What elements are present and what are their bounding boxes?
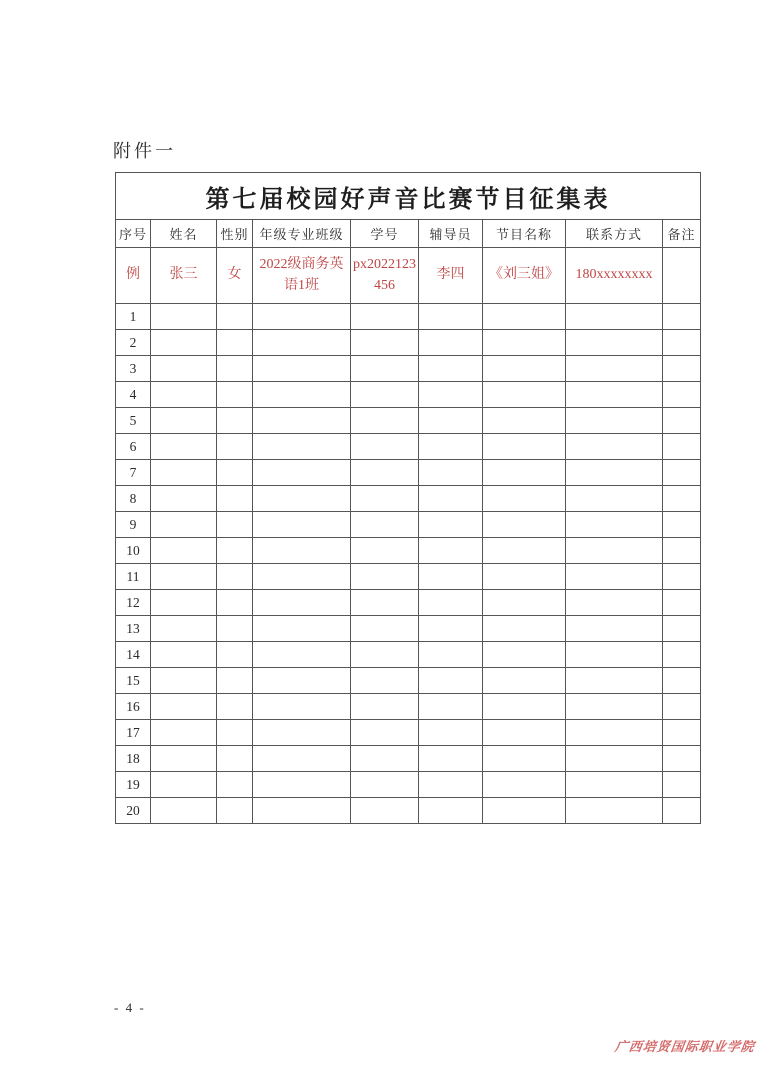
empty-cell [663, 460, 701, 486]
empty-data-row [116, 772, 701, 798]
empty-cell [151, 798, 217, 824]
header-cell-remark: 备注 [663, 220, 701, 248]
row-number-cell: 10 [116, 538, 151, 564]
row-number-cell: 12 [116, 590, 151, 616]
row-number-cell: 1 [116, 304, 151, 330]
table-title: 第七届校园好声音比赛节目征集表 [116, 173, 701, 220]
empty-cell [217, 330, 253, 356]
empty-cell [663, 798, 701, 824]
empty-cell [217, 356, 253, 382]
empty-cell [253, 668, 351, 694]
empty-cell [663, 590, 701, 616]
empty-cell [483, 694, 566, 720]
empty-cell [351, 668, 419, 694]
example-cell-remark [663, 248, 701, 304]
empty-cell [566, 434, 663, 460]
empty-cell [483, 772, 566, 798]
empty-cell [566, 746, 663, 772]
empty-cell [253, 356, 351, 382]
header-cell-counselor: 辅导员 [419, 220, 483, 248]
empty-cell [483, 434, 566, 460]
empty-cell [351, 460, 419, 486]
table-header-row [116, 220, 701, 248]
empty-cell [151, 564, 217, 590]
table-title-row [116, 173, 701, 220]
row-number-cell: 4 [116, 382, 151, 408]
empty-cell [419, 434, 483, 460]
empty-cell [151, 356, 217, 382]
empty-cell [253, 538, 351, 564]
empty-cell [663, 564, 701, 590]
empty-cell [217, 486, 253, 512]
empty-cell [419, 382, 483, 408]
empty-cell [217, 668, 253, 694]
empty-data-row [116, 746, 701, 772]
row-number-cell: 17 [116, 720, 151, 746]
empty-cell [419, 486, 483, 512]
empty-data-row [116, 460, 701, 486]
header-cell-name: 姓名 [151, 220, 217, 248]
empty-cell [217, 408, 253, 434]
row-number-cell: 7 [116, 460, 151, 486]
empty-cell [351, 642, 419, 668]
empty-cell [566, 460, 663, 486]
empty-cell [483, 720, 566, 746]
empty-cell [483, 642, 566, 668]
empty-cell [351, 694, 419, 720]
row-number-cell: 16 [116, 694, 151, 720]
row-number-cell: 19 [116, 772, 151, 798]
page-number: - 4 - [114, 1000, 146, 1015]
watermark-signature: 广西培贤国际职业学院 [613, 1039, 756, 1054]
empty-cell [253, 746, 351, 772]
empty-cell [253, 564, 351, 590]
empty-cell [253, 772, 351, 798]
empty-cell [217, 512, 253, 538]
empty-cell [151, 772, 217, 798]
empty-cell [253, 798, 351, 824]
empty-cell [483, 746, 566, 772]
row-number-cell: 18 [116, 746, 151, 772]
empty-cell [663, 382, 701, 408]
empty-cell [419, 304, 483, 330]
empty-cell [151, 616, 217, 642]
empty-cell [483, 356, 566, 382]
empty-cell [253, 512, 351, 538]
empty-cell [419, 512, 483, 538]
empty-cell [351, 616, 419, 642]
row-number-cell: 3 [116, 356, 151, 382]
empty-cell [566, 538, 663, 564]
empty-cell [217, 538, 253, 564]
empty-cell [663, 642, 701, 668]
empty-data-row [116, 304, 701, 330]
empty-cell [151, 486, 217, 512]
empty-cell [253, 460, 351, 486]
attachment-label: 附件一 [113, 141, 176, 161]
empty-data-row [116, 486, 701, 512]
empty-cell [663, 486, 701, 512]
empty-data-row [116, 798, 701, 824]
empty-cell [566, 564, 663, 590]
empty-cell [663, 304, 701, 330]
empty-data-row [116, 694, 701, 720]
empty-cell [419, 642, 483, 668]
example-cell-name: 张三 [151, 248, 217, 304]
empty-cell [663, 668, 701, 694]
empty-cell [253, 590, 351, 616]
empty-cell [663, 746, 701, 772]
empty-cell [151, 694, 217, 720]
example-cell-program: 《刘三姐》 [483, 248, 566, 304]
empty-cell [566, 798, 663, 824]
empty-data-row [116, 382, 701, 408]
empty-cell [419, 668, 483, 694]
empty-cell [483, 616, 566, 642]
empty-cell [483, 798, 566, 824]
empty-cell [217, 642, 253, 668]
example-cell-gender: 女 [217, 248, 253, 304]
empty-cell [663, 356, 701, 382]
empty-cell [151, 330, 217, 356]
empty-cell [483, 564, 566, 590]
header-cell-student-id: 学号 [351, 220, 419, 248]
empty-cell [351, 512, 419, 538]
empty-cell [483, 460, 566, 486]
empty-cell [217, 304, 253, 330]
empty-cell [217, 798, 253, 824]
empty-cell [566, 382, 663, 408]
empty-cell [419, 538, 483, 564]
empty-data-row [116, 642, 701, 668]
empty-data-row [116, 408, 701, 434]
empty-cell [663, 720, 701, 746]
empty-cell [663, 434, 701, 460]
empty-data-row [116, 590, 701, 616]
header-cell-class: 年级专业班级 [253, 220, 351, 248]
example-cell-class: 2022级商务英语1班 [253, 248, 351, 304]
empty-cell [483, 382, 566, 408]
empty-cell [566, 772, 663, 798]
empty-cell [351, 408, 419, 434]
empty-cell [151, 382, 217, 408]
header-cell-gender: 性别 [217, 220, 253, 248]
empty-cell [253, 694, 351, 720]
empty-cell [151, 408, 217, 434]
empty-cell [483, 408, 566, 434]
empty-cell [419, 798, 483, 824]
header-cell-program: 节目名称 [483, 220, 566, 248]
row-number-cell: 8 [116, 486, 151, 512]
empty-cell [351, 434, 419, 460]
empty-cell [663, 616, 701, 642]
empty-cell [217, 720, 253, 746]
empty-cell [566, 486, 663, 512]
empty-cell [566, 356, 663, 382]
empty-cell [351, 330, 419, 356]
empty-cell [663, 408, 701, 434]
example-cell-index: 例 [116, 248, 151, 304]
header-cell-contact: 联系方式 [566, 220, 663, 248]
empty-cell [253, 642, 351, 668]
empty-cell [151, 590, 217, 616]
empty-cell [419, 330, 483, 356]
empty-data-row [116, 356, 701, 382]
empty-cell [419, 772, 483, 798]
empty-cell [566, 668, 663, 694]
empty-cell [351, 564, 419, 590]
empty-cell [253, 408, 351, 434]
empty-cell [151, 642, 217, 668]
empty-cell [151, 434, 217, 460]
empty-cell [483, 590, 566, 616]
empty-cell [566, 642, 663, 668]
empty-cell [483, 668, 566, 694]
empty-cell [351, 486, 419, 512]
row-number-cell: 14 [116, 642, 151, 668]
empty-data-row [116, 330, 701, 356]
empty-cell [253, 330, 351, 356]
empty-cell [151, 720, 217, 746]
row-number-cell: 9 [116, 512, 151, 538]
empty-cell [351, 356, 419, 382]
empty-cell [217, 694, 253, 720]
empty-cell [351, 590, 419, 616]
row-number-cell: 15 [116, 668, 151, 694]
empty-cell [151, 304, 217, 330]
empty-cell [217, 590, 253, 616]
empty-cell [351, 382, 419, 408]
empty-cell [351, 746, 419, 772]
empty-cell [483, 330, 566, 356]
empty-cell [151, 746, 217, 772]
empty-cell [217, 616, 253, 642]
empty-cell [419, 746, 483, 772]
empty-cell [419, 590, 483, 616]
example-row [116, 248, 701, 304]
empty-cell [351, 304, 419, 330]
empty-data-row [116, 564, 701, 590]
empty-cell [566, 330, 663, 356]
empty-cell [419, 460, 483, 486]
empty-data-row [116, 720, 701, 746]
empty-data-row [116, 538, 701, 564]
empty-cell [566, 512, 663, 538]
empty-cell [253, 304, 351, 330]
empty-cell [419, 356, 483, 382]
example-cell-counselor: 李四 [419, 248, 483, 304]
empty-cell [419, 564, 483, 590]
empty-cell [419, 720, 483, 746]
empty-cell [566, 694, 663, 720]
empty-cell [253, 720, 351, 746]
empty-cell [663, 694, 701, 720]
empty-cell [419, 408, 483, 434]
empty-cell [351, 538, 419, 564]
empty-cell [483, 538, 566, 564]
empty-cell [151, 538, 217, 564]
empty-data-row [116, 434, 701, 460]
empty-cell [217, 564, 253, 590]
row-number-cell: 2 [116, 330, 151, 356]
empty-data-row [116, 616, 701, 642]
empty-cell [566, 720, 663, 746]
empty-cell [566, 590, 663, 616]
empty-cell [253, 616, 351, 642]
empty-cell [566, 408, 663, 434]
empty-cell [483, 304, 566, 330]
empty-cell [253, 382, 351, 408]
empty-cell [217, 382, 253, 408]
empty-cell [663, 512, 701, 538]
empty-cell [253, 434, 351, 460]
row-number-cell: 6 [116, 434, 151, 460]
row-number-cell: 13 [116, 616, 151, 642]
empty-cell [151, 460, 217, 486]
program-collection-table [115, 172, 701, 824]
empty-cell [663, 772, 701, 798]
row-number-cell: 20 [116, 798, 151, 824]
row-number-cell: 5 [116, 408, 151, 434]
empty-cell [351, 720, 419, 746]
empty-cell [217, 746, 253, 772]
header-cell-index: 序号 [116, 220, 151, 248]
empty-cell [151, 668, 217, 694]
empty-cell [253, 486, 351, 512]
empty-cell [151, 512, 217, 538]
example-cell-student-id: px2022123456 [351, 248, 419, 304]
empty-cell [419, 694, 483, 720]
empty-cell [663, 538, 701, 564]
empty-cell [419, 616, 483, 642]
empty-cell [566, 616, 663, 642]
empty-cell [217, 434, 253, 460]
example-cell-contact: 180xxxxxxxx [566, 248, 663, 304]
empty-cell [351, 798, 419, 824]
empty-data-row [116, 668, 701, 694]
empty-cell [566, 304, 663, 330]
empty-cell [663, 330, 701, 356]
empty-cell [217, 772, 253, 798]
empty-data-row [116, 512, 701, 538]
empty-cell [483, 512, 566, 538]
row-number-cell: 11 [116, 564, 151, 590]
empty-cell [351, 772, 419, 798]
empty-cell [217, 460, 253, 486]
empty-cell [483, 486, 566, 512]
